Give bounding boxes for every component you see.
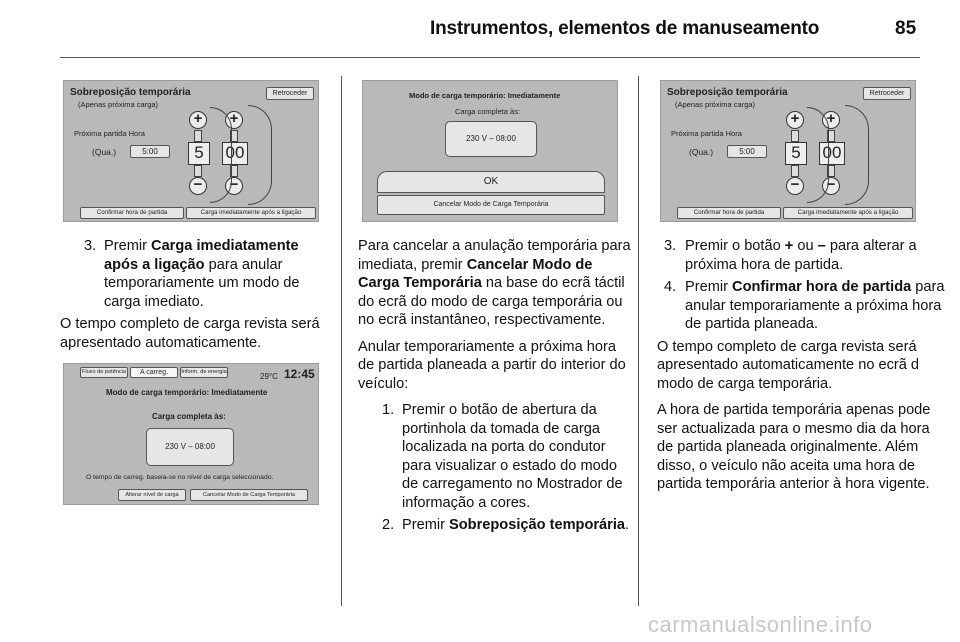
minute-minus-button[interactable]: − <box>225 177 243 195</box>
hour-plus-button[interactable]: + <box>786 111 804 129</box>
weekday-label: (Qua.) <box>92 147 117 157</box>
paragraph: A hora de partida temporária apenas pode ser actualizada para o mesmo dia da hora de partida planeada originalmente. Além disso, o veículo não aceita uma hora de partida temporária anterior à hora vigente. <box>657 402 931 492</box>
minute-plus-button[interactable]: + <box>822 111 840 129</box>
step-2-item <box>358 516 634 535</box>
hour-bracket <box>807 107 829 203</box>
column-divider-2 <box>638 76 639 606</box>
minute-bracket <box>248 105 272 205</box>
paragraph-text: na base do ecrã táctil do ecrã do modo de carga temporária ou no ecrã instantâneo, respectivamente. <box>358 275 625 328</box>
ok-button[interactable]: OK <box>377 171 605 193</box>
cancel-temporary-mode-button[interactable]: Cancelar Modo de Carga Temporária <box>190 489 308 501</box>
step-number: 2. <box>382 517 395 533</box>
step-number: 3. <box>664 238 677 254</box>
page-number: 85 <box>895 18 917 39</box>
step-text: ou <box>793 238 818 254</box>
hour-bracket <box>210 107 232 203</box>
clock-readout: 12:45 <box>284 367 315 381</box>
page-title: Instrumentos, elementos de manuseamento <box>430 18 820 39</box>
override-title: Sobreposição temporária <box>667 87 788 98</box>
time-field: 5:00 <box>727 145 767 158</box>
override-title: Sobreposição temporária <box>70 87 191 98</box>
step-number: 4. <box>664 279 677 295</box>
paragraph-text: Para cancelar a anulação temporária para imediata, premir <box>358 238 631 273</box>
step-keyword: Confirmar hora de partida <box>732 279 912 295</box>
charge-mode-popup-figure <box>362 80 618 222</box>
weekday-label: (Qua.) <box>689 147 714 157</box>
popup-mode-label: Modo de carga temporário: Imediatamente <box>409 91 561 100</box>
step-list-col1 <box>60 237 336 311</box>
next-departure-label: Próxima partida Hora <box>74 129 145 138</box>
change-charge-level-button[interactable]: Alterar nível de carga <box>118 489 186 501</box>
minute-digit: 00 <box>222 142 248 165</box>
step-text: para anular temporariamente a próxima hora de partida planeada. <box>685 279 945 332</box>
plus-symbol: + <box>784 238 794 254</box>
minute-minus-button[interactable]: − <box>822 177 840 195</box>
hour-digit: 5 <box>785 142 807 165</box>
override-subtitle: (Apenas próxima carga) <box>675 100 756 109</box>
hour-minus-button[interactable]: − <box>786 177 804 195</box>
paragraph: O tempo completo de carga revista será apresentado automaticamente. <box>60 316 320 351</box>
hour-plus-button[interactable]: + <box>189 111 207 129</box>
minute-bracket <box>845 105 869 205</box>
time-field: 5:00 <box>130 145 170 158</box>
column-3 <box>657 237 947 502</box>
step-3-item <box>60 237 336 311</box>
step-1-item <box>358 401 634 512</box>
override-screen-figure <box>63 80 319 222</box>
paragraph: Anular temporariamente a próxima hora de partida planeada a partir do interior do veículo: <box>358 338 626 392</box>
paragraph-keyword: Cancelar Modo de Carga Temporária <box>358 256 593 291</box>
popup-complete-label: Carga completa às: <box>455 107 521 116</box>
step-keyword: Carga imediatamente após a ligação <box>104 238 299 273</box>
step-3-item <box>657 237 947 274</box>
step-text: Premir <box>402 517 450 533</box>
step-text: para alterar a próxima hora de partida. <box>685 238 917 273</box>
hour-minus-button[interactable]: − <box>189 177 207 195</box>
override-screen-figure-2 <box>660 80 916 222</box>
charge-mode-label: Modo de carga temporário: Imediatamente <box>106 388 268 397</box>
step-number: 3. <box>84 238 97 254</box>
column-divider-1 <box>341 76 342 606</box>
charge-mode-screen-figure <box>63 363 319 505</box>
step-keyword: Sobreposição temporária <box>449 517 626 533</box>
paragraph: O tempo completo de carga revista será apresentado automaticamente no ecrã d modo de carga temporária. <box>657 338 920 392</box>
step-text: Premir <box>104 238 152 254</box>
step-number: 1. <box>382 402 395 418</box>
tab-energy-info[interactable]: Inform. de energia <box>180 367 228 378</box>
hour-stem-top <box>194 130 202 142</box>
charge-immediately-button[interactable]: Carga imediatamente após a ligação <box>186 207 316 219</box>
step-text: . <box>625 517 630 533</box>
tab-charging[interactable]: A carreg. <box>130 367 178 378</box>
back-button[interactable]: Retroceder <box>266 87 314 100</box>
next-departure-label: Próxima partida Hora <box>671 129 742 138</box>
page-header <box>0 0 960 58</box>
minute-plus-button[interactable]: + <box>225 111 243 129</box>
popup-cancel-button[interactable]: Cancelar Modo de Carga Temporária <box>377 195 605 215</box>
confirm-departure-button[interactable]: Confirmar hora de partida <box>80 207 184 219</box>
step-text: Premir o botão de abertura da portinhola da tomada de carga localizada na porta do condutor para visualizar o estado do modo de carregamento no Mostrador de informação a cores. <box>402 402 623 511</box>
back-button[interactable]: Retroceder <box>863 87 911 100</box>
popup-charge-value: 230 V – 08:00 <box>445 121 537 157</box>
column-1 <box>60 237 336 360</box>
column-2 <box>358 237 634 539</box>
override-subtitle: (Apenas próxima carga) <box>78 100 159 109</box>
step-list-col3 <box>657 237 947 334</box>
step-4-item <box>657 278 947 334</box>
full-charge-label: Carga completa às: <box>152 412 226 421</box>
charge-immediately-button[interactable]: Carga imediatamente após a ligação <box>783 207 913 219</box>
charge-complete-value: 230 V – 08:00 <box>146 428 234 466</box>
hour-stem-top <box>791 130 799 142</box>
step-text: Premir <box>685 279 733 295</box>
step-text: Premir o botão <box>685 238 785 254</box>
minute-digit: 00 <box>819 142 845 165</box>
hour-digit: 5 <box>188 142 210 165</box>
charge-note: O tempo de carreg. baseia-se no nível de carga seleccionado. <box>86 474 274 481</box>
temperature-readout: 29°C <box>260 372 278 381</box>
tab-power-flow[interactable]: Fluxo de potência <box>80 367 128 378</box>
confirm-departure-button[interactable]: Confirmar hora de partida <box>677 207 781 219</box>
paragraph <box>358 237 634 330</box>
watermark-text: carmanualsonline.info <box>648 612 873 637</box>
step-text: para anular temporariamente um modo de carga imediato. <box>104 256 300 310</box>
step-list-col2 <box>358 401 634 535</box>
minus-symbol: – <box>817 238 826 254</box>
header-divider <box>60 57 920 58</box>
